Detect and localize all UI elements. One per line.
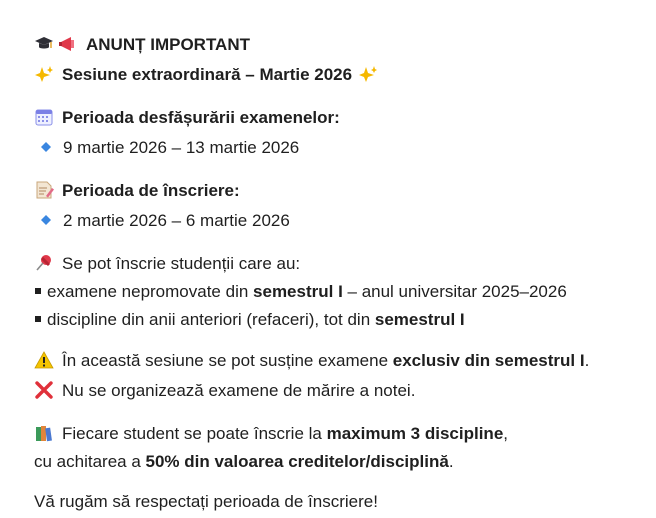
pushpin-icon [34, 254, 54, 272]
exam-period-label: Perioada desfășurării examenelor: [62, 108, 340, 127]
warning-bold: exclusiv din semestrul I [392, 351, 585, 370]
square-bullet [35, 316, 41, 322]
closing-text: Vă rugăm să respectați perioada de înscriere! [34, 492, 378, 511]
eligibility-intro: Se pot înscrie studenții care au: [62, 254, 301, 273]
graduation-cap-icon [34, 35, 54, 53]
subtitle-line [34, 64, 378, 86]
registration-period-label: Perioada de înscriere: [62, 181, 240, 200]
limits-line-1-suffix: , [503, 424, 509, 443]
warning-suffix: . [584, 351, 590, 370]
eligibility-item-2-text: discipline din anii anteriori (refaceri), tot din [47, 310, 375, 329]
eligibility-item-1-text: examene nepromovate din [47, 282, 254, 301]
limits-line-2-bold: 50% din valoarea creditelor/disciplină [145, 452, 449, 471]
blue-diamond-icon [39, 138, 53, 156]
books-icon [34, 424, 54, 442]
closing-line [34, 491, 378, 513]
sparkles-icon [34, 65, 54, 83]
limits-line-2-text: cu achitarea a [34, 452, 146, 471]
announcement-title: ANUNȚ IMPORTANT [86, 35, 250, 54]
limits-line-2-suffix: . [448, 452, 454, 471]
limits-line-1-text: Fiecare student se poate înscrie la [62, 424, 327, 443]
registration-period-heading [34, 180, 240, 202]
warning-icon [34, 351, 54, 369]
exam-period-dates: 9 martie 2026 – 13 martie 2026 [63, 138, 300, 157]
limits-line-2 [34, 451, 454, 473]
eligibility-item-1 [34, 281, 567, 303]
memo-icon [34, 181, 54, 199]
no-improvement-text: Nu se organizează examene de mărire a notei. [62, 381, 416, 400]
blue-diamond-icon [39, 211, 53, 229]
cross-mark-icon [34, 381, 54, 399]
square-bullet [35, 288, 41, 294]
eligibility-item-2 [34, 309, 465, 331]
limits-line-1-bold: maximum 3 discipline [326, 424, 504, 443]
eligibility-item-1-suffix: – anul universitar 2025–2026 [342, 282, 567, 301]
limits-line-1 [34, 423, 508, 445]
warning-line [34, 350, 589, 372]
no-improvement-line [34, 380, 415, 402]
title-line [34, 34, 250, 56]
eligibility-item-2-bold: semestrul I [374, 310, 465, 329]
warning-text: În această sesiune se pot susține examene [62, 351, 393, 370]
registration-period-dates: 2 martie 2026 – 6 martie 2026 [63, 211, 290, 230]
sparkles-icon [358, 65, 378, 83]
registration-period-dates-line [39, 210, 290, 232]
exam-period-dates-line [39, 137, 299, 159]
exam-period-heading [34, 107, 340, 129]
calendar-icon [34, 108, 54, 126]
eligibility-item-1-bold: semestrul I [253, 282, 343, 301]
eligibility-intro-line [34, 253, 300, 275]
megaphone-icon [58, 35, 78, 53]
session-subtitle: Sesiune extraordinară – Martie 2026 [62, 65, 353, 84]
